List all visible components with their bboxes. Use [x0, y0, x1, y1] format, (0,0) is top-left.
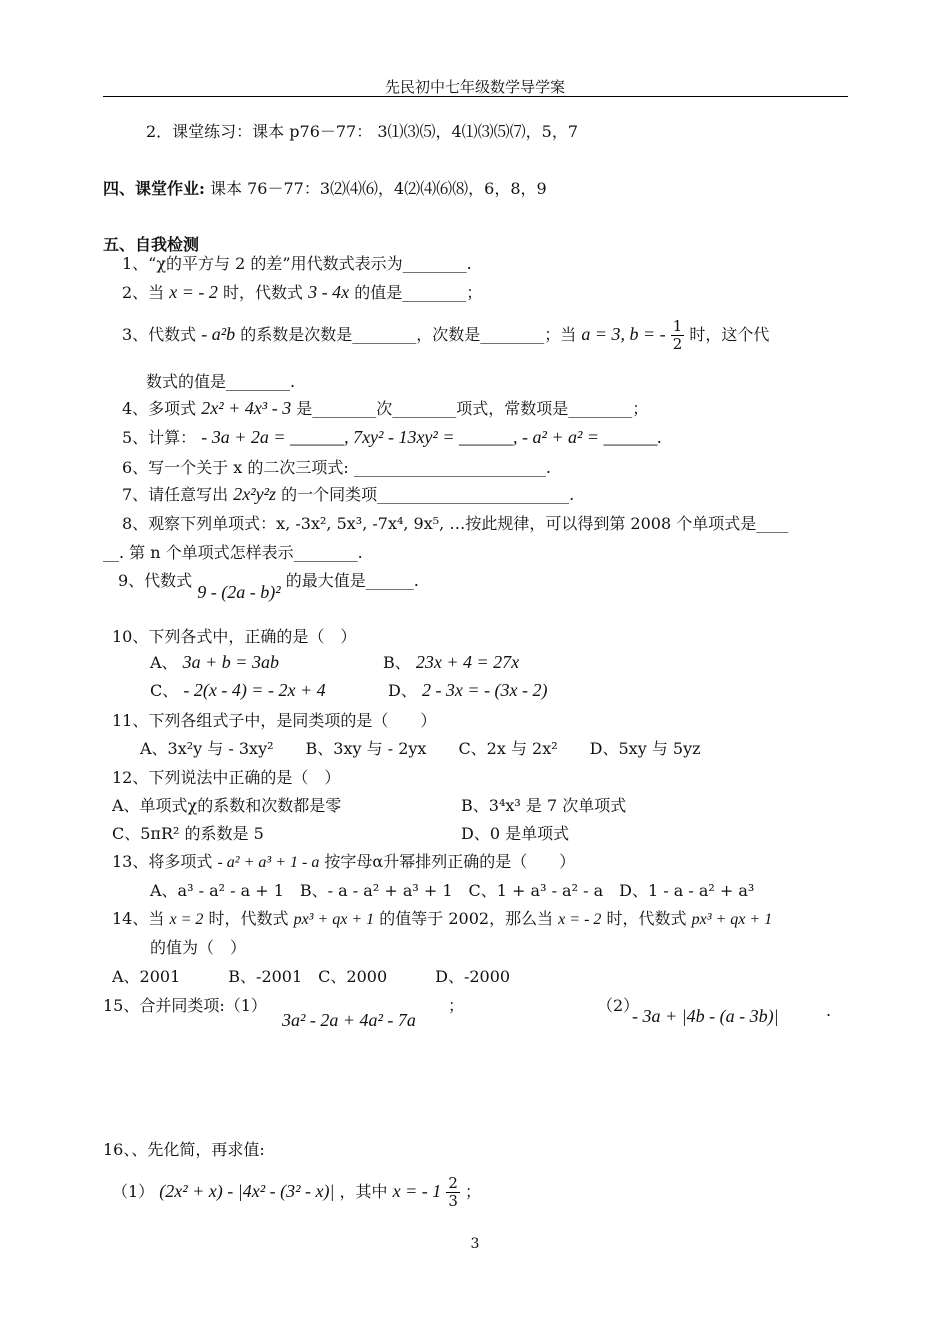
q16-p1-math: (2x² + x) - |4x² - (3² - x)| [159, 1181, 335, 1201]
q7-math-expr: 2x²y²z [233, 484, 277, 504]
q3-frac-num: 1 [672, 317, 683, 335]
q15-label-2: （2） [597, 996, 640, 1015]
q11-options: A、3x²y 与 - 3xy² B、3xy 与 - 2yx C、2x 与 2x² D、5xy 与 5yz [140, 739, 701, 758]
q16-p1-fraction [446, 1175, 460, 1210]
q13-text-a: 13、将多项式 [112, 852, 213, 871]
question-9 [118, 568, 419, 602]
q10-option-b [383, 650, 519, 673]
q5-text-a: 5、计算： [122, 428, 197, 447]
q12-option-a: A、单项式χ的系数和次数都是零 [112, 796, 342, 815]
q4-text-b: 是________次________项式，常数项是________； [296, 399, 649, 418]
q16-p1-text-c: ； [465, 1182, 482, 1201]
question-3 [122, 318, 769, 353]
q14-math-3: x = - 2 [558, 911, 602, 928]
q13-text-b: 按字母α升幂排列正确的是（ ） [324, 852, 576, 871]
q3-text-c: 时，这个代 [689, 325, 770, 344]
header-rule [103, 96, 848, 97]
q7-text-a: 7、请任意写出 [122, 485, 229, 504]
q14-text-b: 时，代数式 [208, 909, 289, 928]
q16-p1-label: （1） [112, 1182, 155, 1201]
q2-text-c: 的值是________； [354, 283, 483, 302]
q16-frac-den: 3 [448, 1192, 458, 1210]
self-check-heading: 五、自我检测 [103, 235, 200, 254]
q15-text-a: 15、合并同类项:（1） [103, 996, 267, 1015]
q9-text-a: 9、代数式 [118, 571, 193, 590]
q10-a-math: 3a + b = 3ab [182, 652, 279, 672]
question-13 [112, 849, 575, 872]
question-4 [122, 396, 648, 419]
q2-text-b: 时，代数式 [223, 283, 304, 302]
q2-math-x: x = - 2 [169, 282, 218, 302]
homework-text: 课本 76－77：3⑵⑷⑹，4⑵⑷⑹⑻，6，8，9 [210, 179, 547, 198]
q14-math-4: px³ + qx + 1 [691, 911, 773, 928]
q10-d-math: 2 - 3x = - (3x - 2) [421, 680, 548, 700]
q4-text-a: 4、多项式 [122, 399, 197, 418]
q3-text-a: 3、代数式 [122, 325, 197, 344]
q12-option-b: B、3⁴x³ 是 7 次单项式 [461, 796, 627, 815]
q10-a-label: A、 [150, 653, 178, 672]
q3-math-values: a = 3, b = - [581, 324, 666, 344]
q13-options: A、a³ - a² - a + 1 B、- a - a² + a³ + 1 C、1 + a³ - a² - a D、1 - a - a² + a³ [150, 881, 755, 900]
question-10: 10、下列各式中，正确的是（ ） [112, 627, 357, 646]
q3-text-b: 的系数是次数是________，次数是________；当 [240, 325, 577, 344]
question-7 [122, 482, 574, 505]
q12-option-c: C、5πR² 的系数是 5 [112, 824, 264, 843]
q2-text-a: 2、当 [122, 283, 165, 302]
question-3-cont: 数式的值是________. [146, 372, 296, 391]
q14-options: A、2001 B、-2001 C、2000 D、-2000 [112, 967, 511, 986]
q14-math-1: x = 2 [169, 911, 204, 928]
question-12: 12、下列说法中正确的是（ ） [112, 768, 341, 787]
q9-math-expr: 9 - (2a - b)² [197, 582, 281, 602]
q16-part-1 [112, 1175, 481, 1210]
q14-text-a: 14、当 [112, 909, 165, 928]
question-16-heading: 16、、先化简，再求值: [103, 1140, 265, 1159]
q7-text-b: 的一个同类项________________________. [281, 485, 575, 504]
question-14-cont: 的值为（ ） [150, 938, 247, 957]
q15-dot: . [826, 1001, 832, 1020]
homework-heading: 四、课堂作业: [103, 179, 205, 198]
q10-b-label: B、 [383, 653, 411, 672]
q3-math-expr: - a²b [201, 324, 236, 344]
q15-semicolon: ； [448, 996, 465, 1015]
page-header: 先民初中七年级数学导学案 [384, 78, 565, 96]
q15-expr-1: 3a² - 2a + 4a² - 7a [282, 1010, 416, 1030]
question-8-cont: __. 第 n 个单项式怎样表示________. [103, 543, 363, 562]
q10-option-d [388, 678, 548, 701]
q4-math-expr: 2x² + 4x³ - 3 [201, 398, 292, 418]
q16-p1-math-x: x = - 1 [392, 1181, 442, 1201]
q10-b-math: 23x + 4 = 27x [415, 652, 520, 672]
question-15 [103, 993, 267, 1016]
q16-p1-text-b: ，其中 [339, 1182, 388, 1201]
q10-c-label: C、 [150, 681, 179, 700]
q2-math-expr: 3 - 4x [308, 282, 350, 302]
q5-math-expr: - 3a + 2a = ______, 7xy² - 13xy² = ______, - a² + a² = ______. [201, 427, 663, 447]
q3-fraction [671, 318, 685, 353]
question-11: 11、下列各组式子中，是同类项的是（ ） [112, 711, 437, 730]
q14-math-2: px³ + qx + 1 [293, 911, 375, 928]
q10-option-c [150, 678, 326, 701]
q16-frac-num: 2 [448, 1174, 458, 1192]
q14-text-c: 的值等于 2002，那么当 [379, 909, 554, 928]
page-number: 3 [470, 1236, 480, 1252]
question-1: 1、“χ的平方与 2 的差”用代数式表示为________. [122, 254, 472, 273]
q10-c-math: - 2(x - 4) = - 2x + 4 [183, 680, 326, 700]
q14-text-d: 时，代数式 [606, 909, 687, 928]
question-2 [122, 280, 482, 303]
q10-d-label: D、 [388, 681, 417, 700]
question-14 [112, 906, 772, 929]
q9-text-b: 的最大值是______. [285, 571, 419, 590]
practice-line: 2．课堂练习：课本 p76－77： 3⑴⑶⑸，4⑴⑶⑸⑺，5，7 [146, 122, 579, 141]
homework-line [103, 176, 547, 199]
q3-frac-den: 2 [672, 335, 683, 353]
q15-expr-2: - 3a + |4b - (a - 3b)| [632, 1006, 779, 1026]
q12-option-d: D、0 是单项式 [461, 824, 570, 843]
question-6: 6、写一个关于 x 的二次三项式: ________________________. [122, 458, 551, 477]
question-8: 8、观察下列单项式：x, -3x², 5x³, -7x⁴, 9x⁵, …按此规律，可以得到第 2008 个单项式是____ [122, 514, 789, 533]
q10-option-a [150, 650, 279, 673]
q13-math-expr: - a² + a³ + 1 - a [217, 854, 320, 871]
question-5 [122, 425, 662, 448]
